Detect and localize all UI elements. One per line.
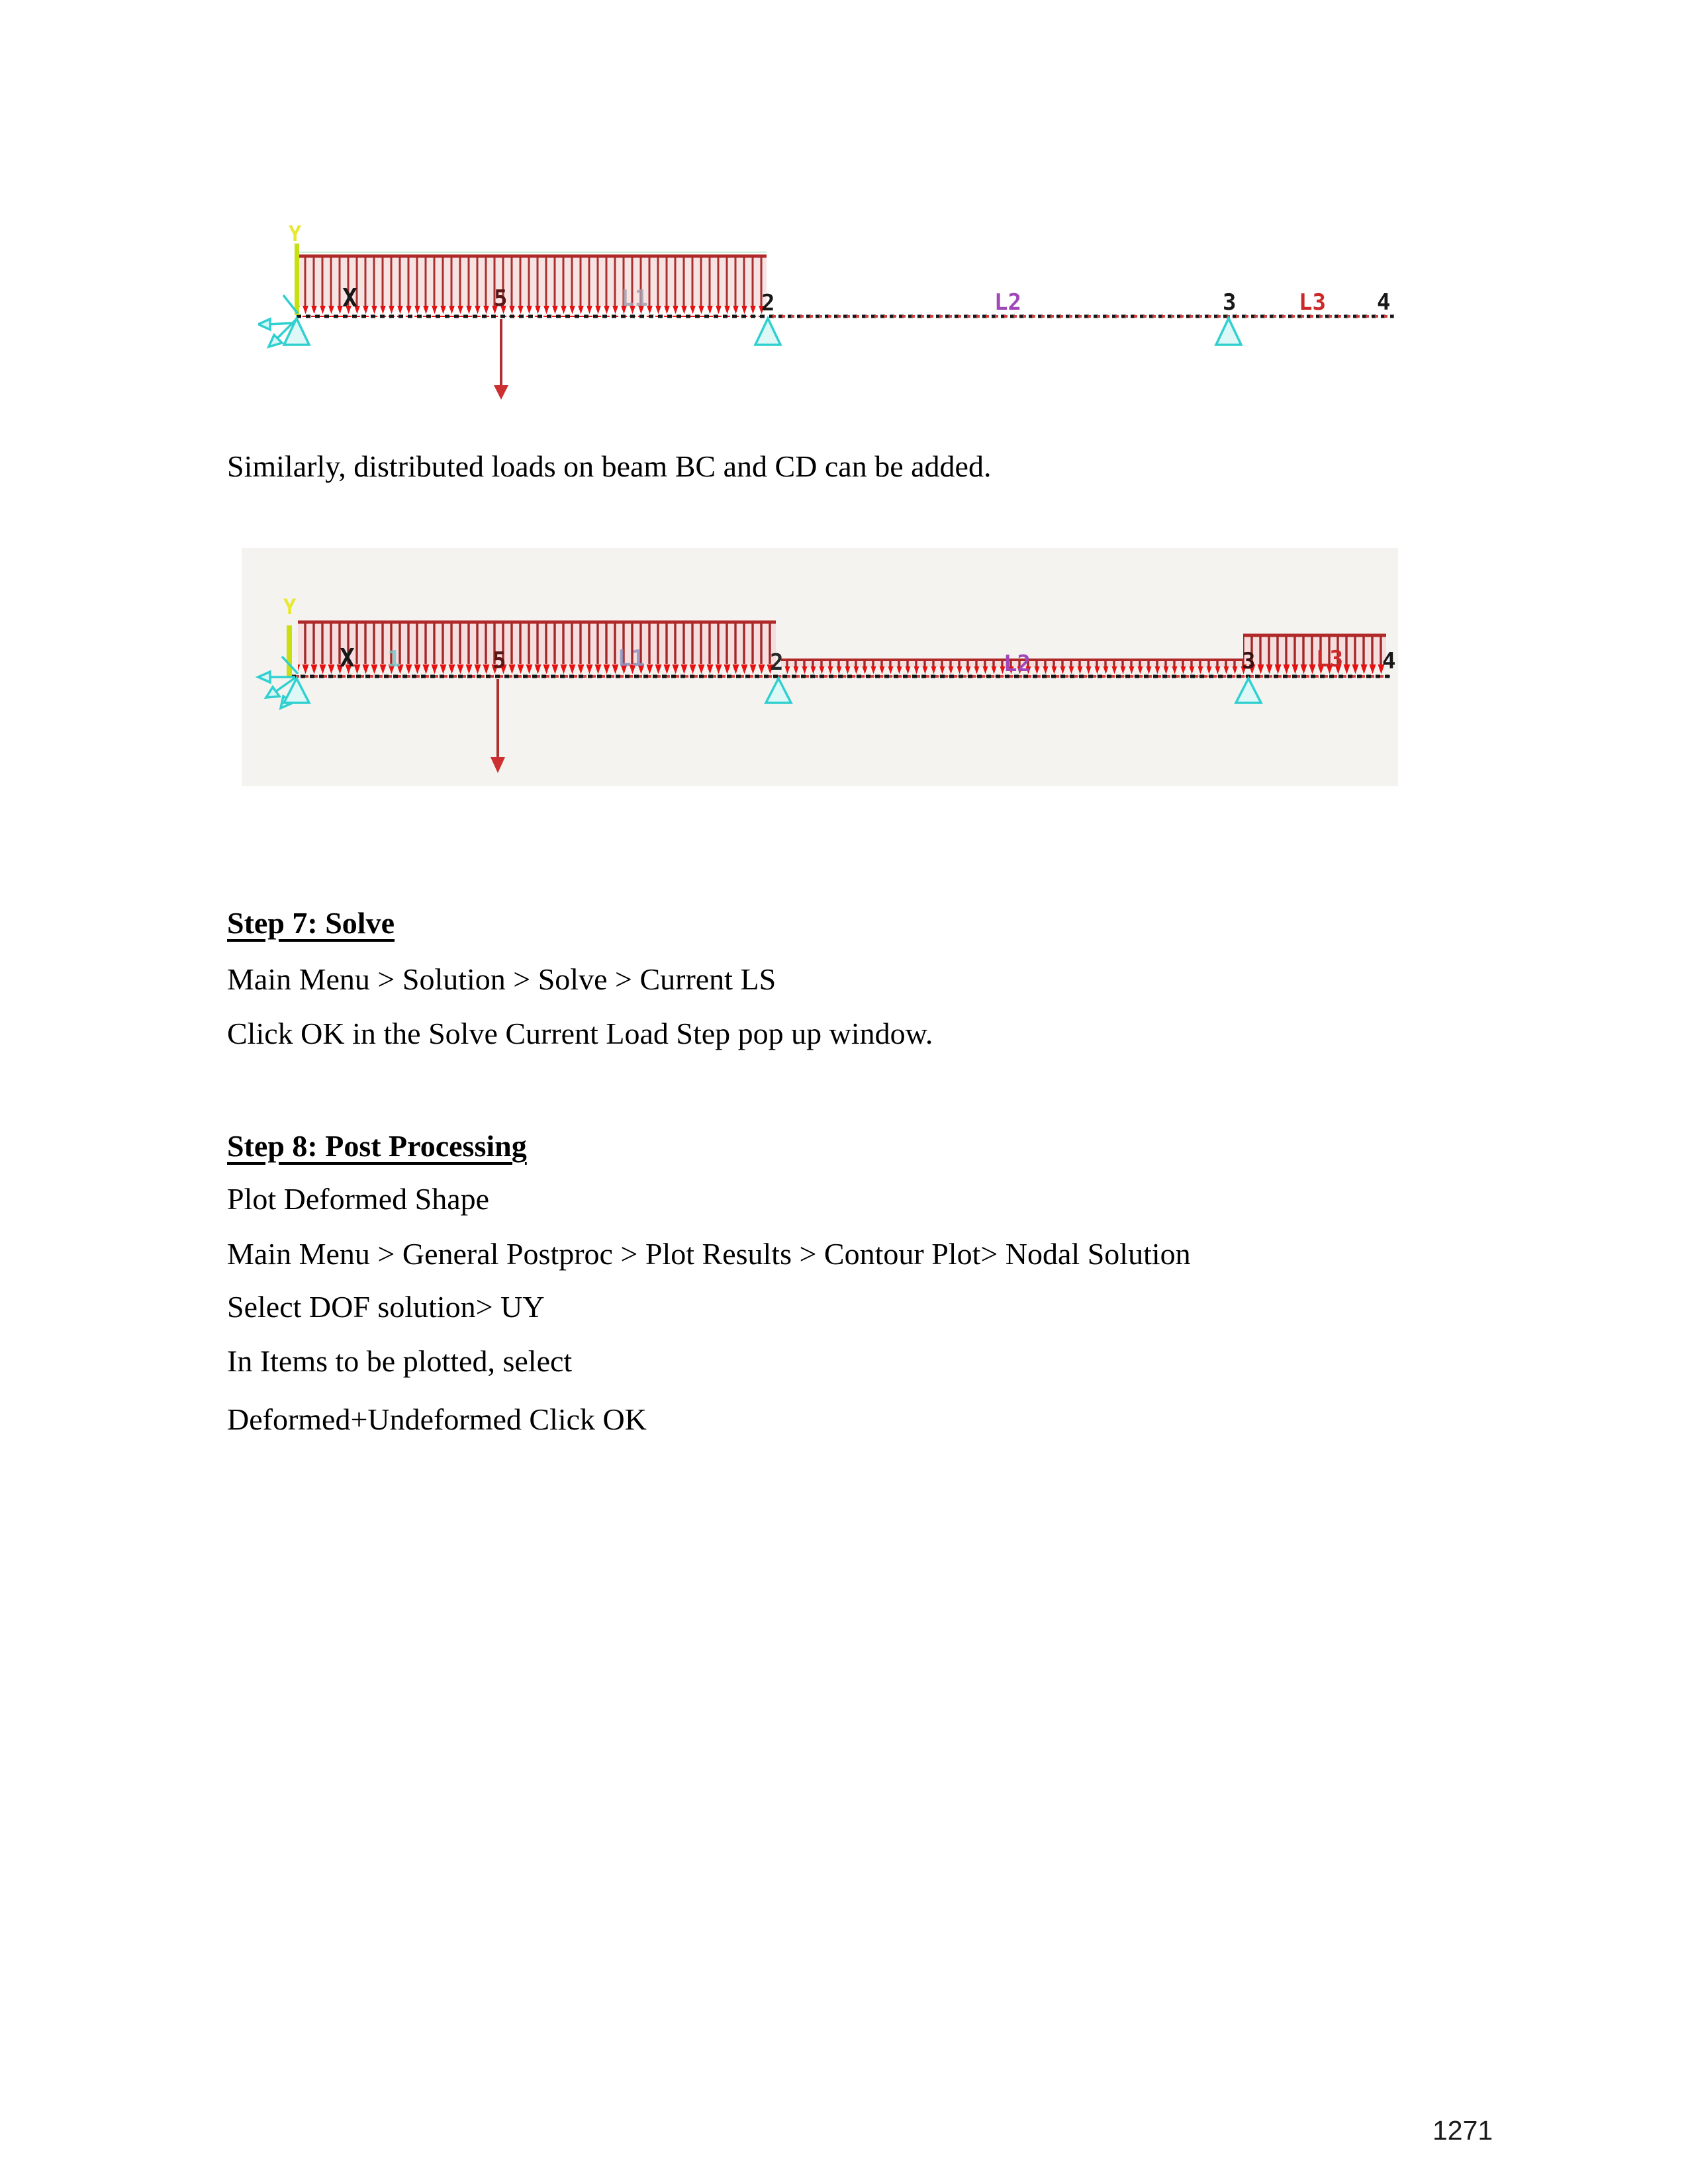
support-node2 [755,318,780,345]
step7-heading: Step 7: Solve [227,906,395,940]
distributed-load-l3 [1243,634,1386,674]
y-axis-label: Y [289,221,302,246]
caption-text: Similarly, distributed loads on beam BC and CD can be added. [227,449,992,483]
l2-label: L2 [994,289,1021,316]
node5-label: 5 [494,285,508,312]
step8-line-deformed-undeformed: Deformed+Undeformed Click OK [227,1402,647,1436]
x-axis-label: X [340,643,355,672]
support-node3 [1236,678,1261,703]
point-load-arrow [491,679,505,773]
node2-label: 2 [770,649,784,676]
step8-line-plot-deformed: Plot Deformed Shape [227,1182,490,1216]
node4-label: 4 [1382,648,1396,674]
node3-label: 3 [1223,289,1237,316]
pin-supports [284,678,1261,703]
node1-label: 1 [387,646,401,672]
step7-menu-path: Main Menu > Solution > Solve > Current LS [227,962,776,996]
step8-heading: Step 8: Post Processing [227,1129,527,1163]
l3-label: L3 [1299,289,1326,316]
x-axis-label: X [342,283,357,312]
figure1-beam-diagram [258,212,1423,410]
step8-line-select-dof: Select DOF solution> UY [227,1290,545,1324]
node4-label: 4 [1377,289,1391,316]
pin-supports [284,318,1241,345]
l1-label: L1 [621,285,648,312]
l2-label: L2 [1004,651,1031,677]
l1-label: L1 [618,645,645,672]
node3-label: 3 [1242,648,1256,674]
step7-instruction: Click OK in the Solve Current Load Step pop up window. [227,1017,933,1050]
point-load-arrow [494,319,508,400]
y-axis-label: Y [283,594,297,619]
support-node3 [1216,318,1241,345]
step8-menu-path: Main Menu > General Postproc > Plot Results > Contour Plot> Nodal Solution [227,1237,1191,1271]
node2-label: 2 [761,290,775,316]
page-number: 1271 [1432,2115,1493,2146]
node5-label: 5 [492,647,506,674]
figure2-beam-diagram [242,548,1398,786]
distributed-load-l1 [299,252,767,317]
distributed-load-l1 [298,621,776,675]
step8-line-items: In Items to be plotted, select [227,1344,573,1378]
l3-label: L3 [1316,646,1343,672]
support-node2 [766,678,791,703]
